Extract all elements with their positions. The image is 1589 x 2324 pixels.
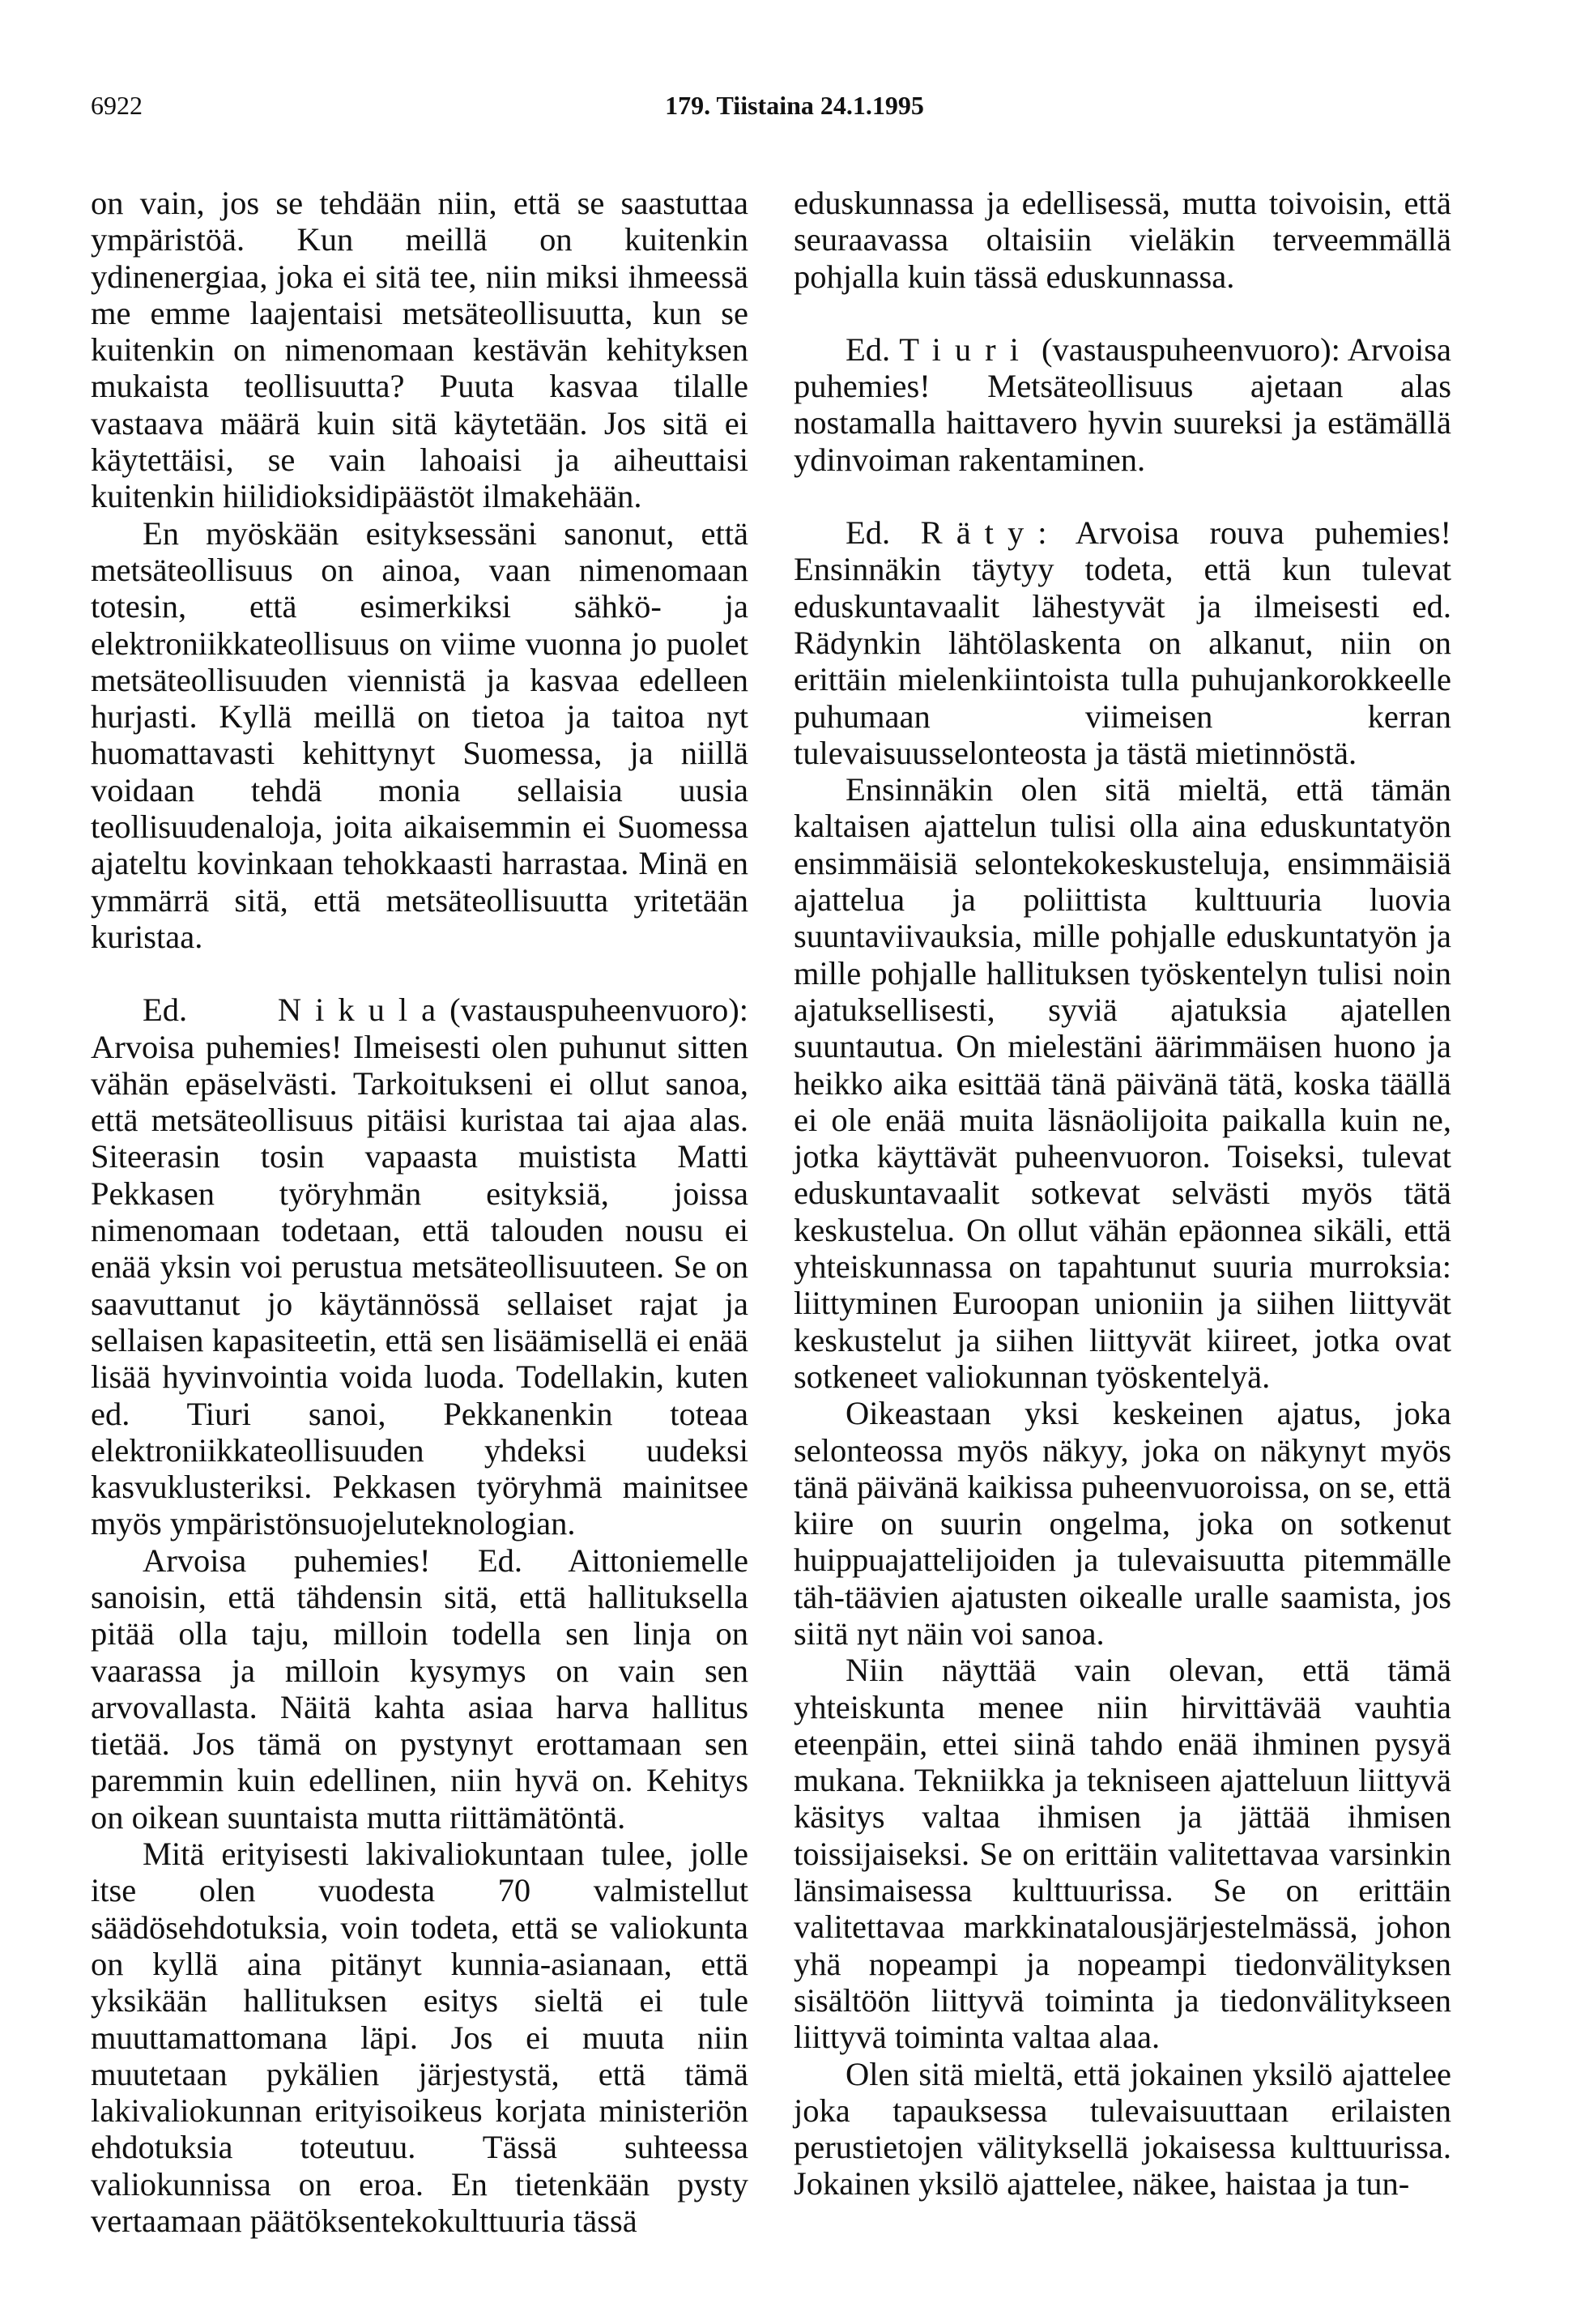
speech-raty	[794, 514, 1451, 771]
speech-text: (vastauspuheenvuoro): Arvoisa puhemies! Ilmeisesti olen puhunut sitten vähän epäselvästi. Tarkoitukseni ei ollut sanoa, että metsäteollisuus pitäisi kuristaa tai ajaa alas. Siteerasin tosin vapaasta muistista Matti Pekkasen työryhmän esityksiä, joissa nimenomaan todetaan, että talouden nousu ei enää yksin voi perustua metsäteollisuuteen. Se on saavuttanut jo käytännössä sellaiset rajat ja sellaisen kapasiteetin, että sen lisäämisellä ei enää lisää hyvinvointia voida luoda. Todellakin, kuten ed. Tiuri sanoi, Pekkanenkin toteaa elektroniikkateollisuuden yhdeksi uudeksi kasvuklusteriksi. Pekkasen työryhmä mainitsee myös ympäristönsuojeluteknologian.	[91, 991, 748, 1542]
paragraph: eduskunnassa ja edellisessä, mutta toivoisin, että seuraavassa oltaisiin vieläkin terveemmällä pohjalla kuin tässä eduskunnassa.	[794, 185, 1451, 295]
speaker-name: Nikula	[277, 991, 450, 1029]
speaker-prefix: Ed.	[846, 514, 891, 552]
speaker-prefix: Ed.	[143, 991, 188, 1029]
paragraph: En myöskään esityksessäni sanonut, että metsäteollisuus on ainoa, vaan nimenomaan totesin, että esimerkiksi sähkö- ja elektroniikkateollisuus on viime vuonna jo puolet metsäteollisuuden viennistä ja kasvaa edelleen hurjasti. Kyllä meillä on tietoa ja taitoa nyt huomattavasti kehittynyt Suomessa, ja niillä voidaan tehdä monia sellaisia uusia teollisuudenaloja, joita aikaisemmin ei Suomessa ajateltu kovinkaan tehokkaasti harrastaa. Minä en ymmärrä sitä, että metsäteollisuutta yritetään kuristaa.	[91, 514, 748, 955]
right-column	[794, 185, 1451, 2202]
paragraph: Oikeastaan yksi keskeinen ajatus, joka selonteossa myös näkyy, joka on näkynyt myös tänä päivänä kaikissa puheenvuoroissa, on se, että kiire on suurin ongelma, joka on sotkenut huippuajattelijoiden ja tulevaisuutta pitemmälle täh-täävien ajatusten oikealle uralle saamista, jos siitä nyt näin voi sanoa.	[794, 1395, 1451, 1652]
speech-text: : Arvoisa rouva puhemies! Ensinnäkin täytyy todeta, että kun tulevat eduskuntavaalit lähestyvät ja ilmeisesti ed. Rädynkin lähtölaskenta on alkanut, niin on erittäin mielenkiintoista tulla puhujankorokkeelle puhumaan viimeisen kerran tulevaisuusselonteosta ja tästä mietinnöstä.	[794, 514, 1451, 771]
speech-tiuri	[794, 331, 1451, 478]
paragraph: Ensinnäkin olen sitä mieltä, että tämän kaltaisen ajattelun tulisi olla aina eduskuntatyön ensimmäisiä selontekokeskusteluja, ensimmäisiä ajattelua ja poliittista kulttuuria luovia suuntaviivauksia, mille pohjalle eduskuntatyön ja mille pohjalle hallituksen työskentelyn tulisi noin ajatuksellisesti, syviä ajatuksia ajatellen suuntautua. On mielestäni äärimmäisen huono ja heikko aika esittää tänä päivänä tätä, koska täällä ei ole enää muita läsnäolijoita paikalla kuin ne, jotka käyttävät puheenvuoron. Toiseksi, tulevat eduskuntavaalit sotkevat selvästi myös tätä keskustelua. On ollut vähän epäonnea sikäli, että yhteiskunnassa on tapahtunut suuria murroksia: liittyminen Euroopan unioniin ja siihen liittyvät keskustelut ja siihen liittyvät kiireet, jotka ovat sotkeneet valiokunnan työskentelyä.	[794, 771, 1451, 1395]
speech-text: (vastauspuheenvuoro): Arvoisa puhemies! Metsäteollisuus ajetaan alas nostamalla haittavero hyvin suureksi ja estämällä ydinvoiman rakentaminen.	[794, 330, 1451, 478]
paragraph: Niin näyttää vain olevan, että tämä yhteiskunta menee niin hirvittävää vauhtia eteenpäin, ettei siinä tahdo enää ihminen pysyä mukana. Tekniikka ja tekniseen ajatteluun liittyvä käsitys valtaa ihmisen ja jättää ihmisen toissijaiseksi. Se on erittäin valitettavaa varsinkin länsimaisessa kulttuurissa. Se on erittäin valitettavaa markkinatalousjärjestelmässä, johon yhä nopeampi ja nopeampi tiedonvälityksen sisältöön liittyvä toiminta ja tiedonvälitykseen liittyvä toiminta valtaa alaa.	[794, 1652, 1451, 2056]
speaker-name: Tiuri	[899, 330, 1033, 368]
paragraph: Olen sitä mieltä, että jokainen yksilö ajattelee joka tapauksessa tulevaisuuttaan erilaisten perustietojen välityksellä jokaisessa kulttuurissa. Jokainen yksilö ajattelee, näkee, haistaa ja tun-	[794, 2055, 1451, 2202]
left-column	[91, 185, 748, 2239]
page-header	[91, 91, 1498, 139]
speech-nikula	[91, 991, 748, 1542]
page-number: 6922	[91, 91, 143, 120]
paragraph: on vain, jos se tehdään niin, että se saastuttaa ympäristöä. Kun meillä on kuitenkin ydinenergiaa, joka ei sitä tee, niin miksi ihmeessä me emme laajentaisi metsäteollisuutta, kun se kuitenkin on nimenomaan kestävän kehityksen mukaista teollisuutta? Puuta kasvaa tilalle vastaava määrä kuin sitä käytetään. Jos sitä ei käytettäisi, se vain lahoaisi ja aiheuttaisi kuitenkin hiilidioksidipäästöt ilmakehään.	[91, 185, 748, 515]
paragraph: Mitä erityisesti lakivaliokuntaan tulee, jolle itse olen vuodesta 70 valmistellut säädösehdotuksia, voin todeta, että se valiokunta on kyllä aina pitänyt kunnia-asianaan, että yksikään hallituksen esitys sieltä ei tule muuttamattomana läpi. Jos ei muuta niin muutetaan pykälien järjestystä, että tämä lakivaliokunnan erityisoikeus korjata ministeriön ehdotuksia toteutuu. Tässä suhteessa valiokunnissa on eroa. En tietenkään pysty vertaamaan päätöksentekokulttuuria tässä	[91, 1836, 748, 2240]
paragraph: Arvoisa puhemies! Ed. Aittoniemelle sanoisin, että tähdensin sitä, että hallituksella pitää olla taju, milloin todella sen linja on vaarassa ja milloin kysymys on vain sen arvovallasta. Näitä kahta asiaa harva hallitus tietää. Jos tämä on pystynyt erottamaan sen paremmin kuin edellinen, niin hyvä on. Kehitys on oikean suuntaista mutta riittämätöntä.	[91, 1542, 748, 1836]
speaker-prefix: Ed.	[846, 330, 891, 368]
session-heading: 179. Tiistaina 24.1.1995	[665, 91, 924, 120]
speaker-name: Räty	[920, 514, 1038, 552]
